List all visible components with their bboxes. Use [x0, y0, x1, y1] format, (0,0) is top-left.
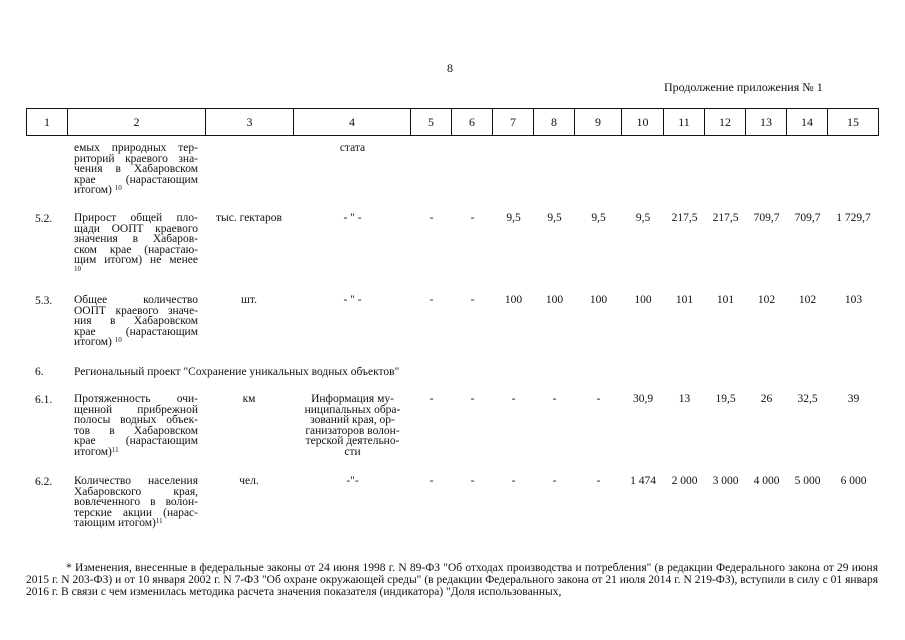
- value-2025: 13: [678, 393, 691, 405]
- value-2020: -: [470, 393, 475, 405]
- value-2024: 9,5: [635, 212, 651, 224]
- column-header: 12: [705, 109, 746, 136]
- value-2019: -: [429, 294, 434, 306]
- value-2028: 32,5: [797, 393, 818, 405]
- unit: тыс. гектаров: [216, 212, 282, 224]
- column-header: 11: [664, 109, 705, 136]
- text-line: чения в Хабаровском: [74, 163, 198, 175]
- text-line: емых природных тер-: [74, 142, 198, 154]
- value-2022: 100: [545, 294, 564, 306]
- value-2021: 9,5: [506, 212, 521, 224]
- project-number: 6.: [35, 366, 44, 378]
- fragment-indicator-name: [74, 143, 198, 196]
- text-fragment: итогом): [74, 445, 112, 458]
- project-title: Региональный проект "Сохранение уникальных водных объектов": [74, 366, 400, 378]
- column-header: 4: [294, 109, 411, 136]
- column-header: 14: [787, 109, 828, 136]
- value-2020: -: [470, 294, 475, 306]
- unit: км: [242, 393, 256, 405]
- source: -"-: [346, 475, 359, 487]
- text-line: сти: [344, 445, 361, 458]
- text-line: терские акции (нарас-: [74, 506, 198, 519]
- source: - " -: [343, 212, 362, 224]
- value-2019: -: [429, 212, 434, 224]
- unit: шт.: [241, 294, 257, 306]
- value-2021: 100: [504, 294, 523, 306]
- value-2027: 709,7: [753, 212, 780, 224]
- text-line: [74, 447, 198, 458]
- value-2027: 102: [757, 294, 776, 306]
- indicator-name: [74, 213, 198, 276]
- row-number: 6.1.: [35, 394, 53, 406]
- text-line: щади ООПТ краевого: [74, 222, 198, 235]
- value-2027: 4 000: [753, 475, 780, 487]
- indicator-name: [74, 295, 198, 348]
- value-2019: -: [429, 393, 434, 405]
- text-line: Количество населения: [74, 475, 198, 487]
- column-header: 13: [746, 109, 787, 136]
- text-line: ганизаторов волон-: [305, 424, 400, 437]
- text-line: терской деятельно-: [305, 435, 400, 447]
- text-line: крае (нарастающим: [74, 325, 198, 338]
- footnote-ref: 11: [111, 445, 119, 454]
- value-2026: 3 000: [712, 475, 739, 487]
- text-line: полосы водных объек-: [74, 414, 198, 426]
- footnote-ref: 10: [74, 264, 81, 273]
- text-line: Протяженность очи-: [74, 393, 198, 405]
- value-2029: 1 729,7: [836, 212, 871, 224]
- indicator-name: [74, 394, 198, 457]
- text-line: [74, 337, 198, 348]
- value-2025: 217,5: [671, 212, 698, 224]
- value-2028: 5 000: [794, 475, 821, 487]
- footnote-ref: 10: [114, 184, 122, 192]
- value-2021: -: [511, 393, 516, 405]
- value-2026: 19,5: [715, 393, 736, 405]
- row-number: 5.3.: [35, 295, 53, 307]
- value-2020: -: [470, 475, 475, 487]
- value-2025: 101: [675, 294, 694, 306]
- column-header: 1: [27, 109, 68, 136]
- unit: чел.: [239, 475, 259, 487]
- text-line: щенной прибрежной: [74, 403, 198, 416]
- text-line: ском крае (нарастаю-: [74, 243, 198, 256]
- text-line: зований края, ор-: [310, 414, 395, 426]
- value-2022: 9,5: [547, 212, 562, 224]
- value-2022: -: [552, 475, 557, 487]
- column-header: 3: [206, 109, 294, 136]
- value-2026: 101: [716, 294, 735, 306]
- text-line: ниципальных обра-: [304, 403, 401, 416]
- text-line: [74, 266, 198, 277]
- footnote: * Изменения, внесенные в федеральные законы от 24 июня 1998 г. N 89-ФЗ "Об отходах производства и потребления" (в редакции Федерального закона от 29 июня 2015 г. N 203-ФЗ) и от 10 января 2002 г. N 7-ФЗ "Об охране окружающей среды" (в редакции Федерального закона от 21 июля 2014 г. N 219-ФЗ), вступили в силу с 01 января 2016 г. В связи с чем изменилась методика расчета значения показателя (индикатора) "Доля использованных,: [26, 562, 878, 598]
- source: [294, 394, 411, 457]
- value-2024: 30,9: [632, 393, 654, 405]
- column-header: 5: [411, 109, 452, 136]
- value-2025: 2 000: [671, 475, 698, 487]
- text-line: Прирост общей пло-: [74, 212, 198, 224]
- text-fragment: итогом): [74, 336, 112, 348]
- text-line: значения в Хабаров-: [74, 233, 198, 245]
- column-header: 6: [452, 109, 493, 136]
- text-line: [74, 185, 198, 196]
- text-fragment: тающим итогом): [74, 517, 156, 529]
- column-header: 7: [493, 109, 534, 136]
- source: - " -: [343, 294, 362, 306]
- text-line: тов в Хабаровском: [74, 424, 198, 437]
- text-line: ООПТ краевого значе-: [74, 304, 198, 317]
- text-line: щим итогом) не менее: [74, 254, 198, 266]
- value-2026: 217,5: [712, 212, 739, 224]
- text-line: вовлеченного в волон-: [74, 496, 198, 508]
- text-line: крае (нарастающим: [74, 173, 198, 186]
- text-line: ния в Хабаровском: [74, 315, 198, 327]
- column-header: 8: [534, 109, 575, 136]
- value-2028: 709,7: [794, 212, 821, 224]
- value-2019: -: [429, 475, 434, 487]
- value-2022: -: [552, 393, 557, 405]
- value-2027: 26: [760, 393, 773, 405]
- fragment-source: стата: [339, 142, 366, 154]
- value-2029: 6 000: [840, 475, 867, 487]
- value-2024: 1 474: [630, 475, 656, 487]
- value-2023: -: [596, 393, 601, 405]
- continuation-label: Продолжение приложения № 1: [664, 80, 823, 94]
- column-header: 2: [68, 109, 206, 136]
- value-2023: -: [596, 475, 601, 487]
- column-header-table: [26, 108, 879, 136]
- value-2023: 9,5: [591, 212, 606, 224]
- row-number: 6.2.: [35, 476, 53, 488]
- column-header: 9: [575, 109, 622, 136]
- text-line: [74, 518, 198, 529]
- text-fragment: итогом): [74, 184, 112, 196]
- value-2028: 102: [798, 294, 817, 306]
- value-2023: 100: [589, 294, 608, 306]
- text-line: Хабаровского края,: [74, 485, 198, 498]
- column-header: 10: [622, 109, 664, 136]
- value-2029: 103: [844, 294, 863, 306]
- value-2029: 39: [847, 393, 860, 405]
- column-header: 15: [828, 109, 879, 136]
- footnote-ref: 11: [155, 517, 163, 525]
- text-line: риторий краевого зна-: [74, 152, 198, 165]
- page-number: 8: [447, 61, 453, 75]
- row-number: 5.2.: [35, 213, 53, 225]
- indicator-name: [74, 476, 198, 529]
- text-line: Общее количество: [74, 294, 198, 306]
- footnote-ref: 10: [114, 336, 122, 344]
- value-2021: -: [511, 475, 516, 487]
- value-2020: -: [470, 212, 475, 224]
- text-line: Информация му-: [311, 393, 394, 405]
- text-line: крае (нарастающим: [74, 435, 198, 447]
- value-2024: 100: [634, 294, 652, 306]
